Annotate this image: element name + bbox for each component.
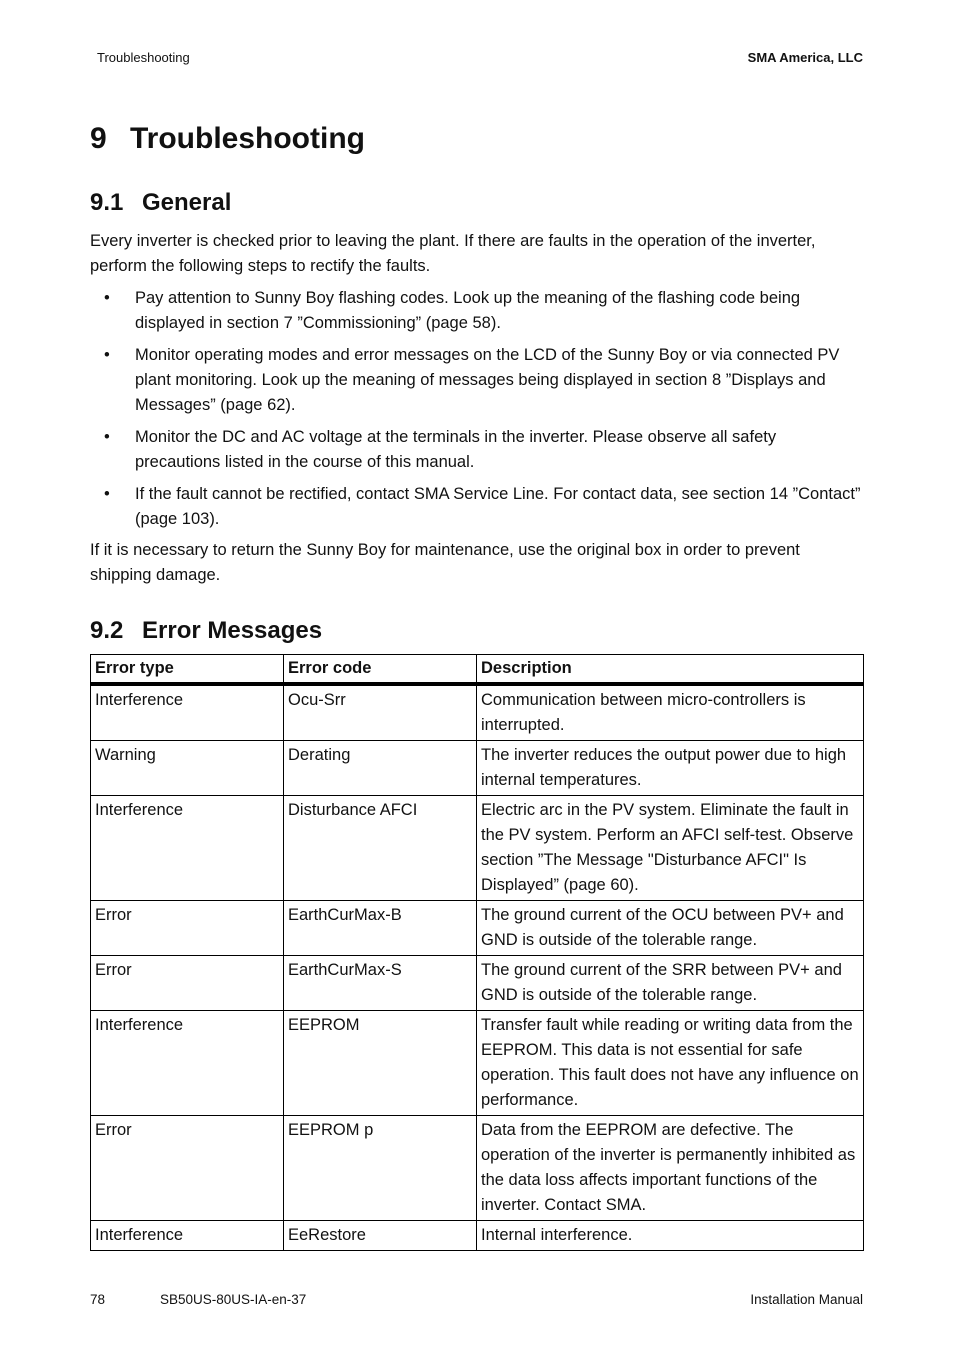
document-id: SB50US-80US-IA-en-37 <box>160 1292 307 1307</box>
section-number: 9.1 <box>90 189 124 216</box>
table-row <box>91 1116 864 1221</box>
bullet-icon: • <box>104 428 110 446</box>
description-cell: Communication between micro-controllers is interrupted. <box>477 684 864 741</box>
bullet-icon: • <box>104 346 110 364</box>
error-code-cell: Disturbance AFCI <box>284 796 477 901</box>
running-header-company: SMA America, LLC <box>747 50 863 65</box>
error-code-cell: EEPROM <box>284 1011 477 1116</box>
error-type-cell: Error <box>91 1116 284 1221</box>
error-type-cell: Error <box>91 956 284 1011</box>
page-number: 78 <box>90 1292 106 1307</box>
troubleshooting-steps-list <box>90 286 865 539</box>
chapter-title: Troubleshooting <box>130 122 365 155</box>
list-item: • If the fault cannot be rectified, contact SMA Service Line. For contact data, see section 14 ”Contact” (page 103). <box>90 482 865 532</box>
error-code-cell: Ocu-Srr <box>284 684 477 741</box>
section-number: 9.2 <box>90 617 124 644</box>
description-cell: The inverter reduces the output power due to high internal temperatures. <box>477 741 864 796</box>
error-type-cell: Warning <box>91 741 284 796</box>
bullet-icon: • <box>104 289 110 307</box>
table-row <box>91 741 864 796</box>
section-heading-error-messages <box>90 617 322 645</box>
table-header-row <box>91 655 864 685</box>
error-type-cell: Interference <box>91 1221 284 1251</box>
table-row <box>91 796 864 901</box>
table-row <box>91 1221 864 1251</box>
list-item: • Monitor operating modes and error messages on the LCD of the Sunny Boy or via connected PV plant monitoring. Look up the meaning of messages being displayed in section 8 ”Displays and Messages” (page 62). <box>90 343 865 418</box>
description-cell: Internal interference. <box>477 1221 864 1251</box>
error-code-cell: EEPROM p <box>284 1116 477 1221</box>
general-intro-paragraph: Every inverter is checked prior to leaving the plant. If there are faults in the operation of the inverter, perform the following steps to rectify the faults. <box>90 232 816 275</box>
section-title: Error Messages <box>142 617 323 644</box>
list-item: • Monitor the DC and AC voltage at the terminals in the inverter. Please observe all safety precautions listed in the course of this manual. <box>90 425 865 475</box>
error-code-cell: EarthCurMax-B <box>284 901 477 956</box>
chapter-heading <box>90 122 365 156</box>
general-closing-paragraph: If it is necessary to return the Sunny Boy for maintenance, use the original box in order to prevent shipping damage. <box>90 541 800 584</box>
error-code-cell: EarthCurMax-S <box>284 956 477 1011</box>
section-heading-general <box>90 189 231 217</box>
chapter-number: 9 <box>90 122 107 155</box>
column-header: Error code <box>284 655 477 685</box>
document-title: Installation Manual <box>750 1292 863 1307</box>
description-cell: The ground current of the OCU between PV+ and GND is outside of the tolerable range. <box>477 901 864 956</box>
table-row <box>91 1011 864 1116</box>
error-code-cell: Derating <box>284 741 477 796</box>
error-type-cell: Error <box>91 901 284 956</box>
description-cell: Data from the EEPROM are defective. The operation of the inverter is permanently inhibited as the data loss affects important functions of the inverter. Contact SMA. <box>477 1116 864 1221</box>
error-type-cell: Interference <box>91 796 284 901</box>
section-title: General <box>142 189 232 216</box>
table-row <box>91 956 864 1011</box>
error-type-cell: Interference <box>91 1011 284 1116</box>
running-header-section: Troubleshooting <box>97 50 190 65</box>
table-row <box>91 684 864 741</box>
column-header: Description <box>477 655 864 685</box>
error-messages-table <box>90 654 864 1251</box>
description-cell: Electric arc in the PV system. Eliminate the fault in the PV system. Perform an AFCI self-test. Observe section ”The Message "Disturbance AFCI" Is Displayed” (page 60). <box>477 796 864 901</box>
list-item: • Pay attention to Sunny Boy flashing codes. Look up the meaning of the flashing code being displayed in section 7 ”Commissioning” (page 58). <box>90 286 865 336</box>
table-row <box>91 901 864 956</box>
column-header: Error type <box>91 655 284 685</box>
error-type-cell: Interference <box>91 684 284 741</box>
description-cell: Transfer fault while reading or writing data from the EEPROM. This data is not essential for safe operation. This fault does not have any influence on performance. <box>477 1011 864 1116</box>
error-code-cell: EeRestore <box>284 1221 477 1251</box>
description-cell: The ground current of the SRR between PV+ and GND is outside of the tolerable range. <box>477 956 864 1011</box>
bullet-icon: • <box>104 485 110 503</box>
